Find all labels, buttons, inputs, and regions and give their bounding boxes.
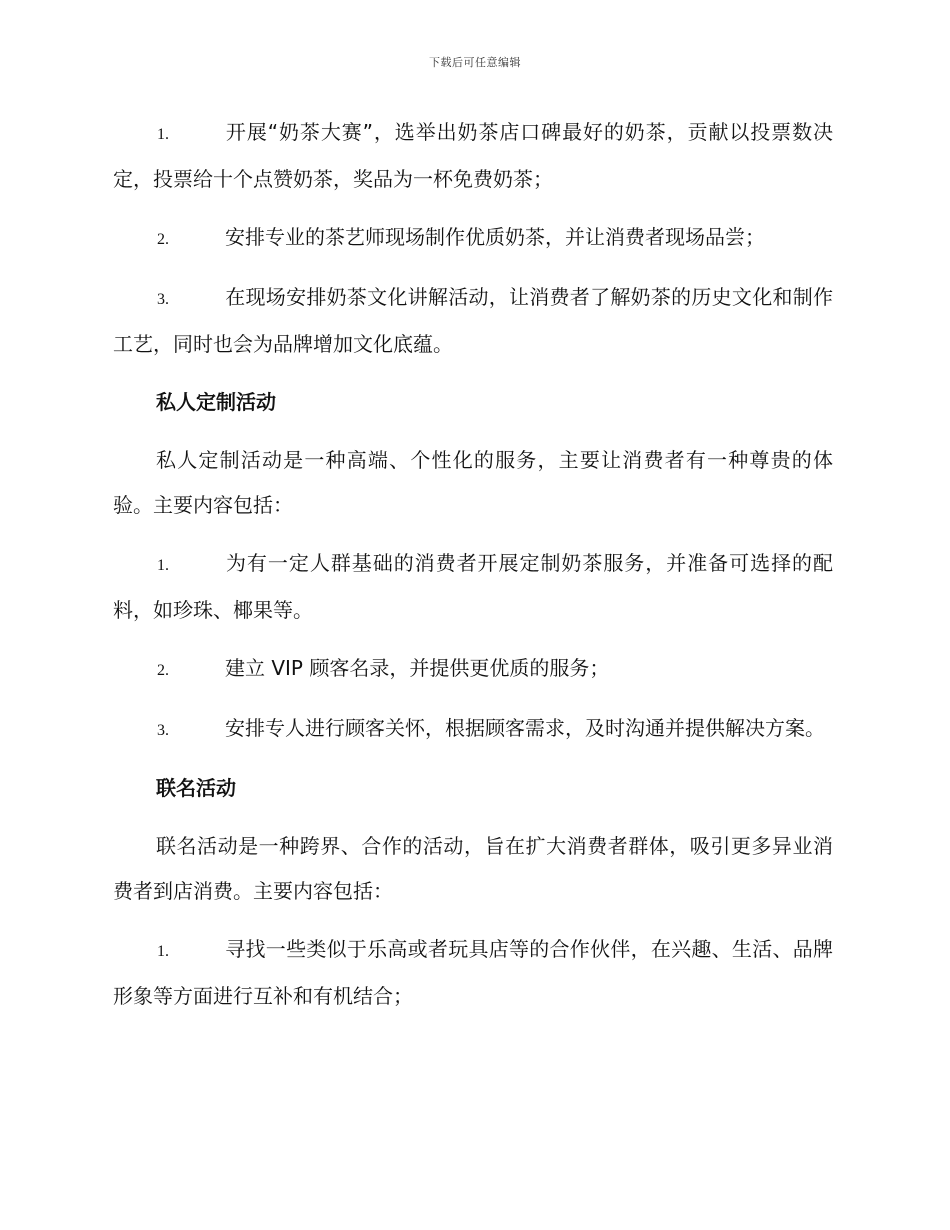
list-number: 1. [157,943,169,960]
section-heading-co-branding: 联名活动 [156,776,236,800]
list-item [113,275,833,367]
list-number: 1. [157,557,169,574]
list-number: 2. [157,231,169,248]
list-text: 安排专业的茶艺师现场制作优质奶茶，并让消费者现场品尝； [225,225,765,249]
list-item [113,110,833,202]
list-text: 安排专人进行顾客关怀，根据顾客需求，及时沟通并提供解决方案。 [225,716,825,740]
list-item [113,541,833,633]
list-item [113,706,833,753]
list-item [113,646,833,693]
list-number: 1. [157,126,169,143]
list-text: 寻找一些类似于乐高或者玩具店等的合作伙伴，在兴趣、生活、品牌形象等方面进行互补和有机结合； [113,937,833,1008]
list-text: 在现场安排奶茶文化讲解活动，让消费者了解奶茶的历史文化和制作工艺，同时也会为品牌增加文化底蕴。 [113,285,833,356]
list-text: 建立 VIP 顾客名录，并提供更优质的服务； [225,656,610,680]
section-intro: 联名活动是一种跨界、合作的活动，旨在扩大消费者群体，吸引更多异业消费者到店消费。主要内容包括： [113,834,833,903]
list-number: 3. [157,722,169,739]
section-intro: 私人定制活动是一种高端、个性化的服务，主要让消费者有一种尊贵的体验。主要内容包括： [113,448,833,517]
list-number: 2. [157,662,169,679]
document-body [113,110,833,1032]
list-item [113,215,833,262]
page-header: 下载后可任意编辑 [429,56,521,69]
list-item [113,927,833,1019]
section-heading-private-custom: 私人定制活动 [156,390,276,414]
list-text: 开展“奶茶大赛”，选举出奶茶店口碑最好的奶茶，贡献以投票数决定，投票给十个点赞奶茶，奖品为一杯免费奶茶； [113,120,833,191]
list-text: 为有一定人群基础的消费者开展定制奶茶服务，并准备可选择的配料，如珍珠、椰果等。 [113,551,833,622]
list-number: 3. [157,291,169,308]
